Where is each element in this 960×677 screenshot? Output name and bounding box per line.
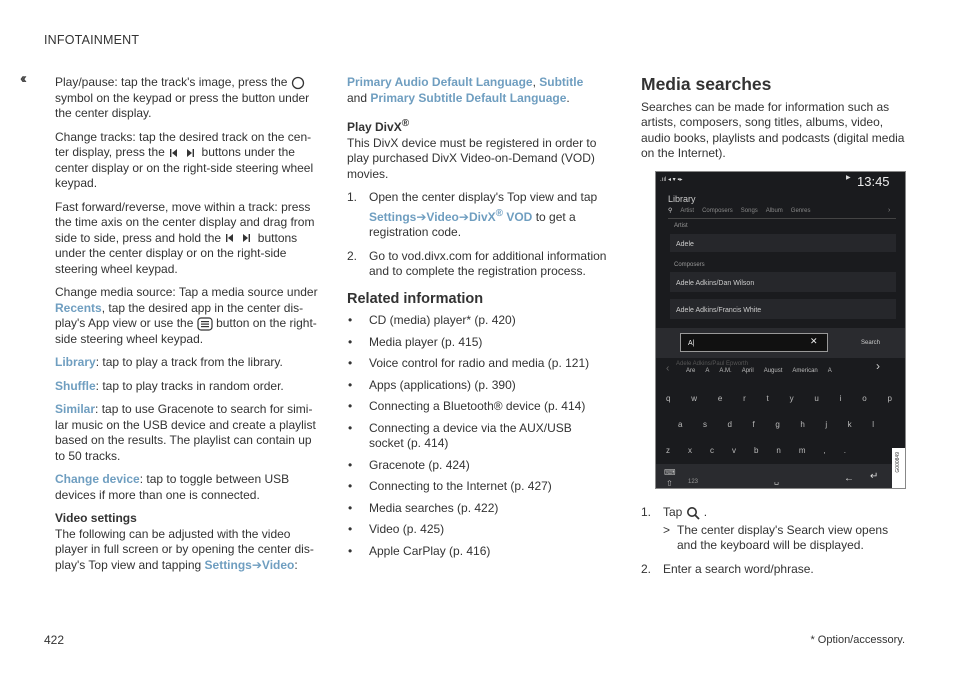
image-code: G000849 bbox=[895, 452, 901, 473]
status-icons: .ııl ◂ ▾ ▪▸ bbox=[660, 177, 683, 183]
key[interactable]: d bbox=[727, 420, 732, 429]
skip-buttons-icon bbox=[224, 232, 254, 244]
recents-link: Recents bbox=[55, 300, 102, 315]
divx-steps bbox=[347, 190, 609, 280]
related-item[interactable]: • Connecting a Bluetooth® device (p. 414) bbox=[347, 399, 609, 415]
key[interactable]: g bbox=[775, 420, 780, 429]
step-1-result: > The center display's Search view opens and the keyboard will be displayed. bbox=[663, 522, 889, 552]
fast-forward-paragraph: Fast forward/reverse, move within a track: press the time axis on the center display and drag from side to side, press and hold the buttons under the center display or on the right-side steering wheel keypad. bbox=[55, 199, 315, 276]
circle-icon bbox=[291, 76, 305, 90]
continued-mark: ‹‹ bbox=[20, 70, 24, 87]
key[interactable]: n bbox=[776, 446, 781, 455]
key[interactable]: a bbox=[678, 420, 683, 429]
library-label: Library bbox=[55, 355, 96, 369]
arrow-right-icon: ➔ bbox=[416, 209, 427, 224]
enter-icon[interactable]: ↵ bbox=[870, 471, 879, 482]
play-indicator-icon: ▶ bbox=[846, 175, 851, 181]
shuffle-paragraph: Shuffle: tap to play tracks in random order. bbox=[55, 378, 284, 393]
key[interactable]: y bbox=[789, 394, 794, 403]
change-device-label: Change device bbox=[55, 472, 140, 486]
search-button[interactable]: Search bbox=[861, 340, 881, 346]
list-item[interactable]: Adele Adkins/Francis White bbox=[676, 307, 762, 314]
change-device-paragraph: Change device: tap to toggle between USB devices if more than one is connected. bbox=[55, 472, 290, 502]
change-source-paragraph: Change media source: Tap a media source under Recents, tap the desired app in the center dis-play's App view or use the button on the right-side steering wheel keypad. bbox=[55, 285, 318, 346]
suggestion[interactable]: A bbox=[827, 368, 832, 374]
search-icon[interactable]: ⚲ bbox=[668, 208, 673, 214]
related-item[interactable]: • CD (media) player* (p. 420) bbox=[347, 313, 609, 329]
key[interactable]: t bbox=[766, 394, 769, 403]
suggestion-bar bbox=[686, 367, 832, 376]
key[interactable]: s bbox=[703, 420, 707, 429]
related-item[interactable]: • Media searches (p. 422) bbox=[347, 501, 609, 517]
search-input[interactable] bbox=[680, 333, 828, 352]
chevron-right-icon[interactable]: › bbox=[876, 359, 880, 373]
related-heading: Related information bbox=[347, 290, 484, 307]
library-paragraph: Library: tap to play a track from the library. bbox=[55, 355, 283, 369]
suggestion[interactable]: April bbox=[741, 368, 754, 374]
video-settings-paragraph: The following can be adjusted with the video player in full screen or by opening the center dis-play's Top view and tapping Settings➔Video: bbox=[55, 526, 314, 572]
key[interactable]: e bbox=[717, 394, 723, 403]
key[interactable]: i bbox=[839, 394, 842, 403]
list-button-icon bbox=[197, 317, 213, 331]
keyboard-row-1 bbox=[666, 394, 892, 403]
video-settings-heading: Video settings bbox=[55, 511, 137, 525]
key[interactable]: x bbox=[687, 446, 692, 455]
shift-icon[interactable]: ⇧ bbox=[666, 479, 673, 488]
shuffle-label: Shuffle bbox=[55, 378, 96, 393]
tab-composers[interactable]: Composers bbox=[702, 208, 733, 214]
center-display-illustration bbox=[655, 171, 906, 489]
key[interactable]: w bbox=[691, 394, 698, 403]
column-1 bbox=[55, 75, 323, 581]
arrow-right-icon: ➔ bbox=[458, 209, 469, 224]
keyboard-hide-icon[interactable]: ⌨ bbox=[664, 468, 676, 477]
key[interactable]: m bbox=[798, 446, 806, 455]
step-1: 1. Tap . > The center display's Search view opens and the keyboard will be displayed. bbox=[641, 505, 911, 554]
related-item[interactable]: • Apps (applications) (p. 390) bbox=[347, 378, 609, 394]
skip-buttons-icon bbox=[168, 147, 198, 159]
suggestion[interactable]: American bbox=[792, 368, 818, 374]
key[interactable]: k bbox=[847, 420, 852, 429]
key[interactable]: p bbox=[887, 394, 892, 403]
change-tracks-paragraph: Change tracks: tap the desired track on the cen-ter display, press the buttons under the center display or on the right-side steering wheel keypad. bbox=[55, 129, 314, 190]
column-3 bbox=[641, 75, 911, 170]
backspace-icon[interactable]: ← bbox=[844, 473, 854, 484]
suggestion[interactable]: A.M. bbox=[719, 368, 732, 374]
key[interactable]: b bbox=[753, 446, 759, 455]
divx-heading: Play DivX® bbox=[347, 118, 410, 134]
suggestion[interactable]: August bbox=[763, 368, 783, 374]
clock: 13:45 bbox=[857, 174, 890, 189]
media-searches-heading: Media searches bbox=[641, 74, 772, 94]
search-icon bbox=[686, 506, 704, 520]
related-item[interactable]: • Connecting to the Internet (p. 427) bbox=[347, 479, 609, 495]
related-item[interactable]: • Gracenote (p. 424) bbox=[347, 458, 609, 474]
search-query: A| bbox=[688, 340, 695, 347]
key[interactable]: u bbox=[814, 394, 819, 403]
tab-album[interactable]: Album bbox=[765, 208, 783, 214]
related-item[interactable]: • Media player (p. 415) bbox=[347, 335, 609, 351]
suggestion[interactable]: Are bbox=[686, 368, 696, 374]
section-label: Composers bbox=[674, 262, 705, 268]
tab-songs[interactable]: Songs bbox=[740, 208, 758, 214]
numbers-key[interactable]: 123 bbox=[688, 479, 699, 485]
keyboard-row-2 bbox=[678, 420, 874, 429]
ghost-row: Adele Adkins/Paul Epworth bbox=[676, 361, 749, 367]
key[interactable]: v bbox=[731, 446, 736, 455]
step-1: 1. Open the center display's Top view and tap Settings➔Video➔DivX® VOD to get a registration code. bbox=[347, 190, 598, 239]
chevron-right-icon: › bbox=[888, 207, 891, 214]
keyboard-row-3 bbox=[666, 446, 846, 455]
key[interactable]: j bbox=[825, 420, 828, 429]
section-label: Artist bbox=[674, 223, 688, 229]
key[interactable]: , bbox=[823, 446, 826, 455]
column-2 bbox=[347, 75, 609, 565]
list-item[interactable]: Adele bbox=[676, 241, 694, 248]
page-number: 422 bbox=[44, 633, 65, 647]
related-item[interactable]: • Connecting a device via the AUX/USB socket (p. 414) bbox=[347, 421, 609, 452]
divx-text: This DivX device must be registered in order to play purchased DivX Video-on-Demand (VOD) movies. bbox=[347, 135, 597, 181]
key[interactable]: r bbox=[743, 394, 746, 403]
arrow-right-icon: ➔ bbox=[251, 557, 262, 572]
video-path: Video bbox=[261, 557, 295, 572]
related-list bbox=[347, 313, 609, 559]
tab-genres[interactable]: Genres bbox=[790, 208, 811, 214]
related-item[interactable]: • Voice control for radio and media (p. 121) bbox=[347, 356, 609, 372]
step-2: 2. Enter a search word/phrase. bbox=[641, 561, 814, 576]
key[interactable]: h bbox=[800, 420, 805, 429]
list-item[interactable]: Adele Adkins/Dan Wilson bbox=[676, 280, 755, 287]
similar-label: Similar bbox=[55, 402, 96, 416]
space-key-icon[interactable]: ␣ bbox=[774, 476, 780, 485]
library-title: Library bbox=[668, 194, 696, 204]
tab-bar bbox=[668, 207, 810, 216]
similar-paragraph: Similar: tap to use Gracenote to search for simi-lar music on the USB device and create a playlist based on the results. The playlist can contain up to 50 tracks. bbox=[55, 402, 316, 463]
language-intro: Primary Audio Default Language, Subtitle and Primary Subtitle Default Language. bbox=[347, 75, 584, 105]
clear-icon[interactable]: ✕ bbox=[810, 336, 818, 346]
step-2: 2. Go to vod.divx.com for additional information and to complete the registration process. bbox=[347, 248, 607, 278]
chevron-left-icon[interactable]: ‹ bbox=[666, 363, 670, 374]
related-item[interactable]: • Video (p. 425) bbox=[347, 522, 609, 538]
related-item[interactable]: • Apple CarPlay (p. 416) bbox=[347, 544, 609, 560]
play-pause-paragraph: Play/pause: tap the track's image, press the symbol on the keypad or press the button under the center display. bbox=[55, 75, 310, 120]
key[interactable]: c bbox=[709, 446, 714, 455]
section-header: INFOTAINMENT bbox=[44, 33, 140, 47]
key[interactable]: l bbox=[872, 420, 874, 429]
settings-path: Settings bbox=[204, 557, 252, 572]
key[interactable]: . bbox=[843, 446, 846, 455]
footnote: * Option/accessory. bbox=[810, 634, 905, 646]
suggestion[interactable]: A bbox=[705, 368, 710, 374]
search-steps bbox=[641, 505, 911, 585]
key[interactable]: q bbox=[666, 394, 671, 403]
key[interactable]: z bbox=[666, 446, 670, 455]
key[interactable]: o bbox=[862, 394, 867, 403]
tab-artist[interactable]: Artist bbox=[680, 208, 695, 214]
media-searches-text: Searches can be made for information such as artists, composers, song titles, albums, video, audio books, playlists and podcasts (digital media on the Internet). bbox=[641, 99, 905, 160]
key[interactable]: f bbox=[752, 420, 755, 429]
